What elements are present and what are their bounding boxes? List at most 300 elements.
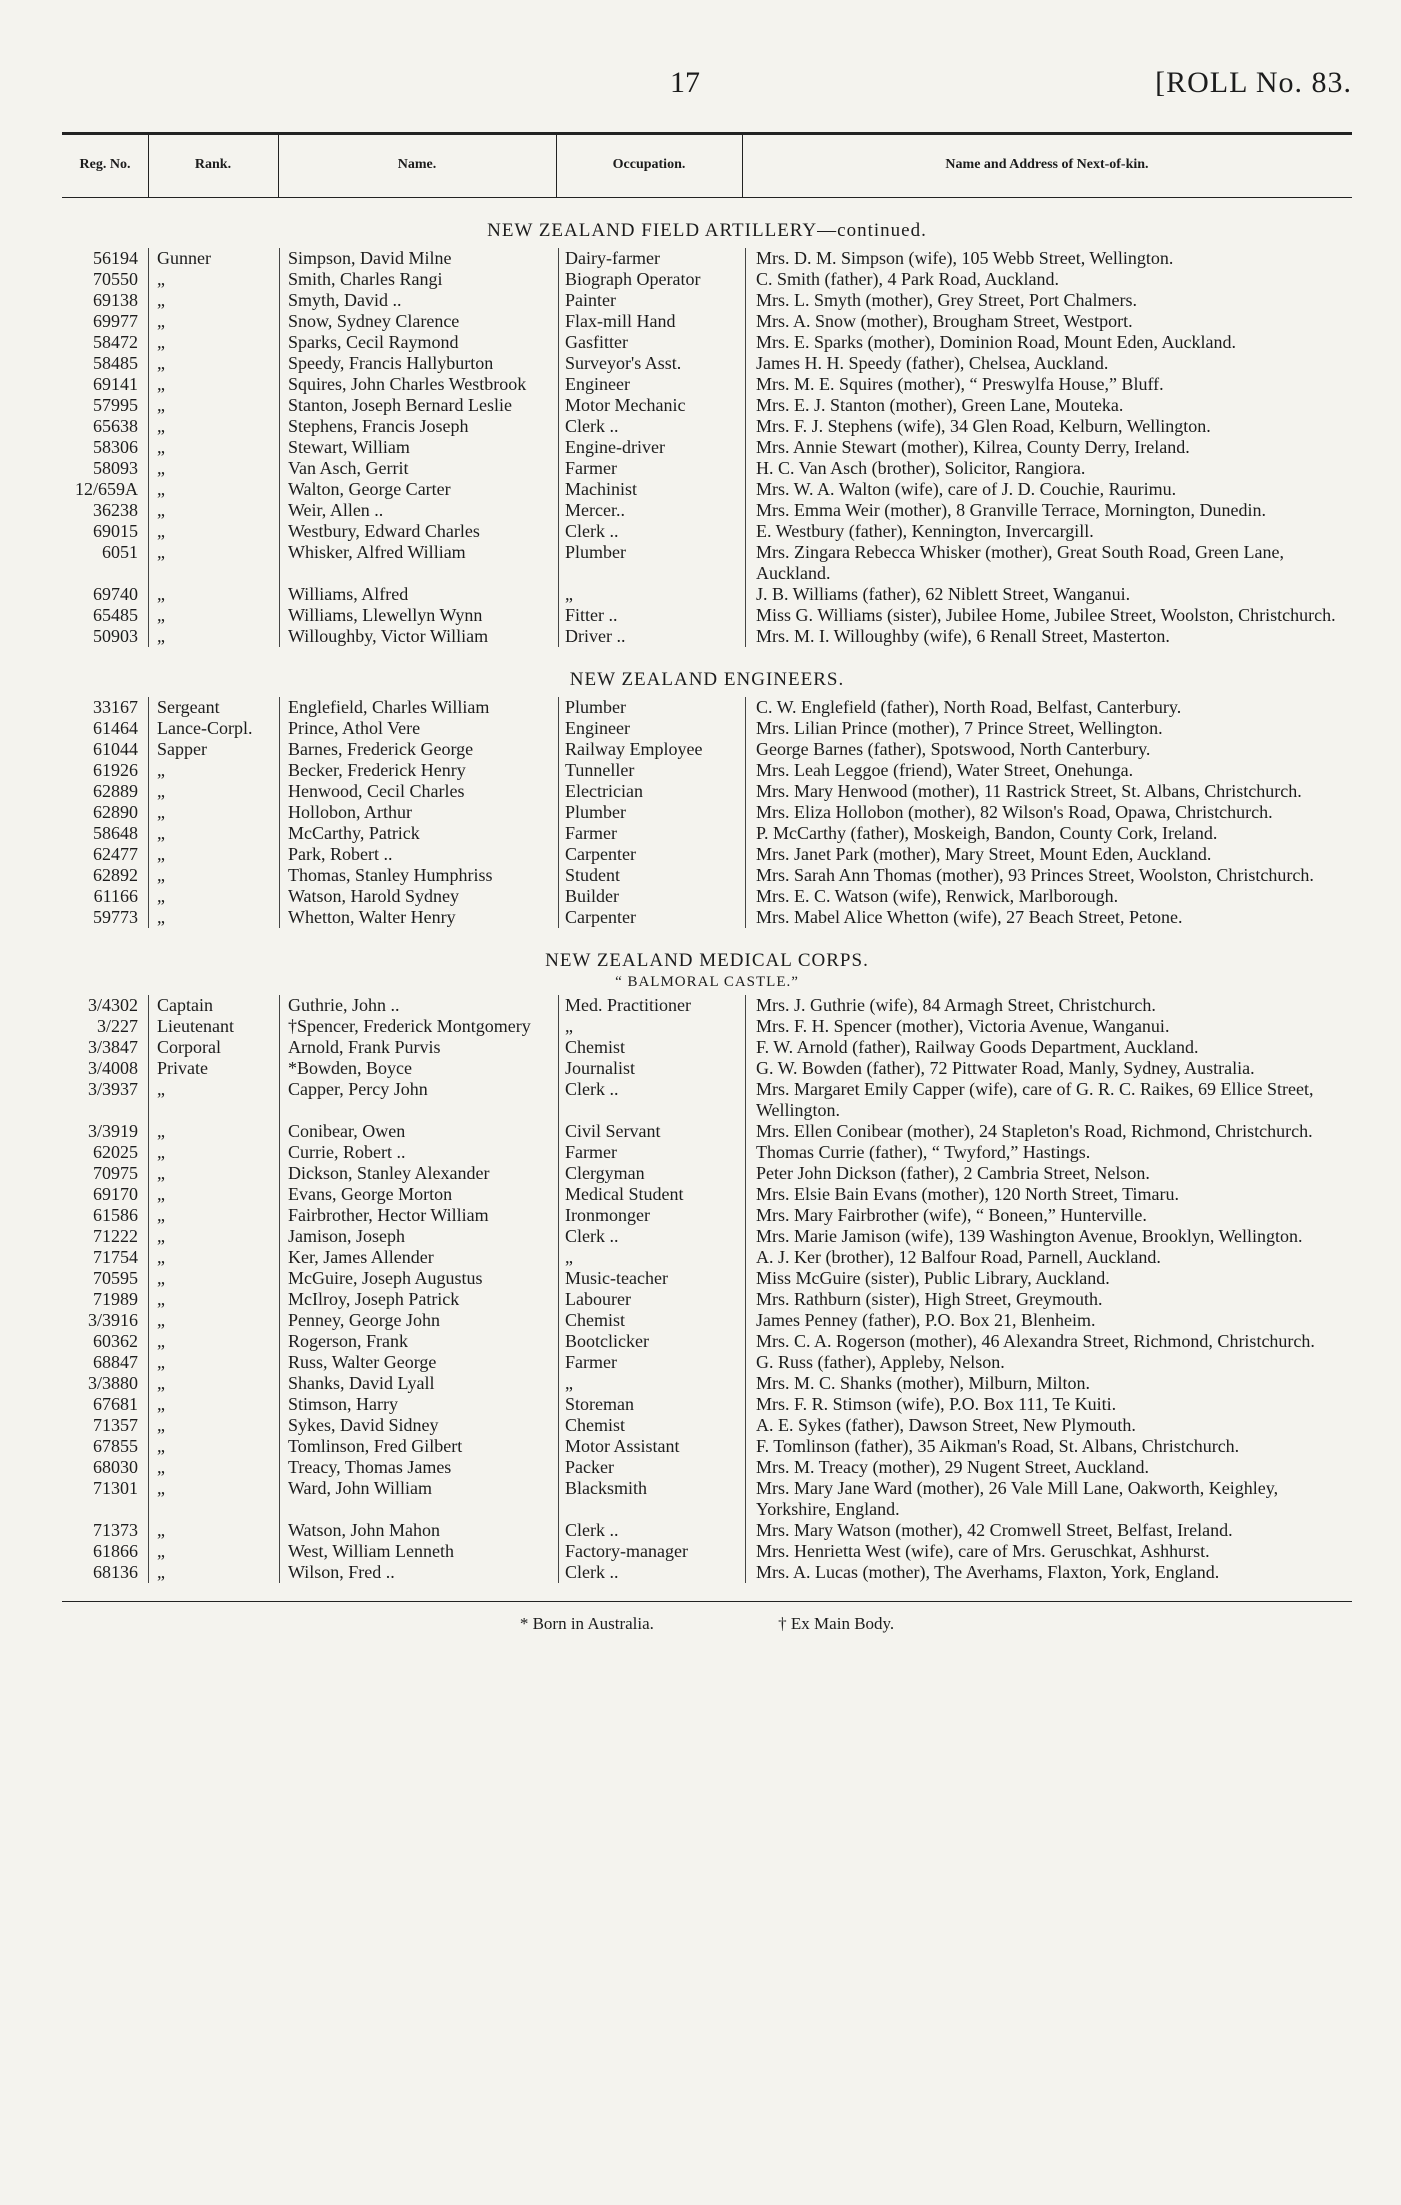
name-cell: Sykes, David Sidney <box>280 1415 559 1436</box>
rank-cell: Sergeant <box>149 697 280 718</box>
table-row <box>62 1562 1352 1583</box>
table-row <box>62 395 1352 416</box>
column-header <box>62 132 1352 198</box>
table-row <box>62 1079 1352 1121</box>
table-row <box>62 1415 1352 1436</box>
occupation-cell: Med. Practitioner <box>559 995 746 1016</box>
name-cell: Simpson, David Milne <box>280 248 559 269</box>
reg-no-cell: 57995 <box>62 395 149 416</box>
rank-cell: „ <box>149 1163 280 1184</box>
occupation-cell: Blacksmith <box>559 1478 746 1520</box>
occupation-cell: Clerk .. <box>559 416 746 437</box>
rank-cell: „ <box>149 500 280 521</box>
rank-cell: „ <box>149 374 280 395</box>
name-cell: Thomas, Stanley Humphriss <box>280 865 559 886</box>
rank-cell: „ <box>149 395 280 416</box>
reg-no-cell: 65485 <box>62 605 149 626</box>
reg-no-cell: 60362 <box>62 1331 149 1352</box>
rank-cell: „ <box>149 1268 280 1289</box>
section-title: NEW ZEALAND FIELD ARTILLERY—continued. <box>487 220 927 241</box>
name-cell: Stanton, Joseph Bernard Leslie <box>280 395 559 416</box>
reg-no-cell: 58306 <box>62 437 149 458</box>
next-of-kin-cell: James Penney (father), P.O. Box 21, Blenheim. <box>756 1310 1096 1330</box>
rank-cell: Lance-Corpl. <box>149 718 280 739</box>
reg-no-cell: 3/4008 <box>62 1058 149 1079</box>
next-of-kin-cell: C. W. Englefield (father), North Road, Belfast, Canterbury. <box>756 697 1182 717</box>
next-of-kin-cell: C. Smith (father), 4 Park Road, Auckland. <box>756 269 1059 289</box>
name-cell: Ker, James Allender <box>280 1247 559 1268</box>
table-row <box>62 269 1352 290</box>
table-row <box>62 760 1352 781</box>
name-cell: Rogerson, Frank <box>280 1331 559 1352</box>
name-cell: Becker, Frederick Henry <box>280 760 559 781</box>
occupation-cell: „ <box>559 1373 746 1394</box>
next-of-kin-cell: Miss McGuire (sister), Public Library, Auckland. <box>756 1268 1110 1288</box>
next-of-kin-cell: Mrs. Zingara Rebecca Whisker (mother), Great South Road, Green Lane, Auckland. <box>756 542 1284 583</box>
reg-no-cell: 3/3937 <box>62 1079 149 1121</box>
occupation-cell: Clerk .. <box>559 1226 746 1247</box>
name-cell: Westbury, Edward Charles <box>280 521 559 542</box>
next-of-kin-cell: Thomas Currie (father), “ Twyford,” Hastings. <box>756 1142 1091 1162</box>
rank-cell: „ <box>149 1205 280 1226</box>
occupation-cell: „ <box>559 584 746 605</box>
occupation-cell: Plumber <box>559 697 746 718</box>
reg-no-cell: 70975 <box>62 1163 149 1184</box>
rank-cell: „ <box>149 1415 280 1436</box>
name-cell: Van Asch, Gerrit <box>280 458 559 479</box>
next-of-kin-cell: Mrs. E. C. Watson (wife), Renwick, Marlborough. <box>756 886 1119 906</box>
name-cell: Guthrie, John .. <box>280 995 559 1016</box>
reg-no-cell: 61586 <box>62 1205 149 1226</box>
occupation-cell: Clerk .. <box>559 521 746 542</box>
table-row <box>62 697 1352 718</box>
occupation-cell: Chemist <box>559 1037 746 1058</box>
table-row <box>62 1478 1352 1520</box>
table-row <box>62 1226 1352 1247</box>
next-of-kin-cell: F. Tomlinson (father), 35 Aikman's Road, St. Albans, Christchurch. <box>756 1436 1240 1456</box>
name-cell: Shanks, David Lyall <box>280 1373 559 1394</box>
reg-no-cell: 61464 <box>62 718 149 739</box>
name-cell: Snow, Sydney Clarence <box>280 311 559 332</box>
page-number: 17 <box>670 66 700 99</box>
table-row <box>62 1541 1352 1562</box>
rank-cell: „ <box>149 1289 280 1310</box>
reg-no-cell: 58093 <box>62 458 149 479</box>
next-of-kin-cell: Mrs. Marie Jamison (wife), 139 Washington Avenue, Brooklyn, Wellington. <box>756 1226 1303 1246</box>
rank-cell: „ <box>149 1331 280 1352</box>
name-cell: Whisker, Alfred William <box>280 542 559 584</box>
occupation-cell: Tunneller <box>559 760 746 781</box>
reg-no-cell: 69170 <box>62 1184 149 1205</box>
occupation-cell: Clerk .. <box>559 1079 746 1121</box>
table-row <box>62 332 1352 353</box>
occupation-cell: Railway Employee <box>559 739 746 760</box>
table-row <box>62 542 1352 584</box>
reg-no-cell: 62890 <box>62 802 149 823</box>
reg-no-cell: 59773 <box>62 907 149 928</box>
table-row <box>62 718 1352 739</box>
reg-no-cell: 70595 <box>62 1268 149 1289</box>
next-of-kin-cell: Mrs. F. R. Stimson (wife), P.O. Box 111, Te Kuiti. <box>756 1394 1117 1414</box>
reg-no-cell: 68030 <box>62 1457 149 1478</box>
reg-no-cell: 56194 <box>62 248 149 269</box>
name-cell: *Bowden, Boyce <box>280 1058 559 1079</box>
reg-no-cell: 3/4302 <box>62 995 149 1016</box>
occupation-cell: Clergyman <box>559 1163 746 1184</box>
name-cell: Willoughby, Victor William <box>280 626 559 647</box>
occupation-cell: „ <box>559 1016 746 1037</box>
rank-cell: „ <box>149 269 280 290</box>
name-cell: Ward, John William <box>280 1478 559 1520</box>
rank-cell: „ <box>149 1079 280 1121</box>
next-of-kin-cell: George Barnes (father), Spotswood, North Canterbury. <box>756 739 1151 759</box>
rank-cell: „ <box>149 760 280 781</box>
rank-cell: „ <box>149 1394 280 1415</box>
rank-cell: „ <box>149 1457 280 1478</box>
rank-cell: Captain <box>149 995 280 1016</box>
next-of-kin-cell: Mrs. D. M. Simpson (wife), 105 Webb Street, Wellington. <box>756 248 1174 268</box>
next-of-kin-cell: Mrs. Margaret Emily Capper (wife), care of G. R. C. Raikes, 69 Ellice Street, Wellington. <box>756 1079 1314 1120</box>
reg-no-cell: 58472 <box>62 332 149 353</box>
rank-cell: „ <box>149 1478 280 1520</box>
next-of-kin-cell: Mrs. Mary Fairbrother (wife), “ Boneen,” Hunterville. <box>756 1205 1147 1225</box>
reg-no-cell: 71373 <box>62 1520 149 1541</box>
reg-no-cell: 69141 <box>62 374 149 395</box>
table-row <box>62 907 1352 928</box>
next-of-kin-cell: Mrs. Eliza Hollobon (mother), 82 Wilson's Road, Opawa, Christchurch. <box>756 802 1273 822</box>
reg-no-cell: 6051 <box>62 542 149 584</box>
roll-sections <box>62 220 1352 1583</box>
occupation-cell: Medical Student <box>559 1184 746 1205</box>
table-row <box>62 479 1352 500</box>
next-of-kin-cell: Mrs. F. J. Stephens (wife), 34 Glen Road, Kelburn, Wellington. <box>756 416 1211 436</box>
reg-no-cell: 71754 <box>62 1247 149 1268</box>
occupation-cell: Plumber <box>559 542 746 584</box>
reg-no-cell: 61044 <box>62 739 149 760</box>
rank-cell: „ <box>149 844 280 865</box>
reg-no-cell: 71301 <box>62 1478 149 1520</box>
rank-cell: „ <box>149 802 280 823</box>
occupation-cell: Motor Mechanic <box>559 395 746 416</box>
table-row <box>62 1373 1352 1394</box>
name-cell: Prince, Athol Vere <box>280 718 559 739</box>
name-cell: †Spencer, Frederick Montgomery <box>280 1016 559 1037</box>
occupation-cell: Driver .. <box>559 626 746 647</box>
reg-no-cell: 71357 <box>62 1415 149 1436</box>
next-of-kin-cell: Mrs. W. A. Walton (wife), care of J. D. Couchie, Raurimu. <box>756 479 1177 499</box>
reg-no-cell: 69740 <box>62 584 149 605</box>
occupation-cell: Student <box>559 865 746 886</box>
rank-cell: Lieutenant <box>149 1016 280 1037</box>
name-cell: Tomlinson, Fred Gilbert <box>280 1436 559 1457</box>
table-row <box>62 802 1352 823</box>
next-of-kin-cell: Mrs. E. Sparks (mother), Dominion Road, Mount Eden, Auckland. <box>756 332 1236 352</box>
next-of-kin-cell: Mrs. C. A. Rogerson (mother), 46 Alexandra Street, Richmond, Christchurch. <box>756 1331 1315 1351</box>
rank-cell: „ <box>149 1541 280 1562</box>
occupation-cell: Mercer.. <box>559 500 746 521</box>
occupation-cell: Storeman <box>559 1394 746 1415</box>
rank-cell: „ <box>149 1226 280 1247</box>
table-row <box>62 605 1352 626</box>
occupation-cell: Engineer <box>559 718 746 739</box>
name-cell: Weir, Allen .. <box>280 500 559 521</box>
next-of-kin-cell: Mrs. A. Snow (mother), Brougham Street, Westport. <box>756 311 1133 331</box>
rank-cell: „ <box>149 1520 280 1541</box>
rank-cell: „ <box>149 865 280 886</box>
next-of-kin-cell: Mrs. Mary Henwood (mother), 11 Rastrick Street, St. Albans, Christchurch. <box>756 781 1302 801</box>
occupation-cell: Gasfitter <box>559 332 746 353</box>
reg-no-cell: 71222 <box>62 1226 149 1247</box>
rank-cell: „ <box>149 1184 280 1205</box>
name-cell: Jamison, Joseph <box>280 1226 559 1247</box>
next-of-kin-cell: E. Westbury (father), Kennington, Invercargill. <box>756 521 1094 541</box>
page-header <box>62 66 1352 122</box>
reg-no-cell: 67855 <box>62 1436 149 1457</box>
table-row <box>62 374 1352 395</box>
rank-cell: „ <box>149 1121 280 1142</box>
next-of-kin-cell: Mrs. Rathburn (sister), High Street, Greymouth. <box>756 1289 1103 1309</box>
table-row <box>62 626 1352 647</box>
next-of-kin-cell: Mrs. Janet Park (mother), Mary Street, Mount Eden, Auckland. <box>756 844 1212 864</box>
next-of-kin-cell: Mrs. E. J. Stanton (mother), Green Lane, Mouteka. <box>756 395 1124 415</box>
rank-cell: „ <box>149 353 280 374</box>
table-row <box>62 844 1352 865</box>
table-row <box>62 1142 1352 1163</box>
name-cell: Capper, Percy John <box>280 1079 559 1121</box>
next-of-kin-cell: Mrs. Ellen Conibear (mother), 24 Stapleton's Road, Richmond, Christchurch. <box>756 1121 1313 1141</box>
occupation-cell: Clerk .. <box>559 1562 746 1583</box>
reg-no-cell: 67681 <box>62 1394 149 1415</box>
name-cell: Park, Robert .. <box>280 844 559 865</box>
occupation-cell: Dairy-farmer <box>559 248 746 269</box>
next-of-kin-cell: P. McCarthy (father), Moskeigh, Bandon, County Cork, Ireland. <box>756 823 1218 843</box>
table-row <box>62 458 1352 479</box>
next-of-kin-cell: Mrs. J. Guthrie (wife), 84 Armagh Street, Christchurch. <box>756 995 1156 1015</box>
footer-rule <box>62 1601 1352 1602</box>
next-of-kin-cell: Mrs. L. Smyth (mother), Grey Street, Port Chalmers. <box>756 290 1137 310</box>
rank-cell: „ <box>149 605 280 626</box>
name-cell: Evans, George Morton <box>280 1184 559 1205</box>
occupation-cell: Journalist <box>559 1058 746 1079</box>
next-of-kin-cell: Mrs. Sarah Ann Thomas (mother), 93 Princes Street, Woolston, Christchurch. <box>756 865 1314 885</box>
rank-cell: „ <box>149 1436 280 1457</box>
document-page <box>62 66 1352 1634</box>
name-cell: Russ, Walter George <box>280 1352 559 1373</box>
name-cell: Fairbrother, Hector William <box>280 1205 559 1226</box>
reg-no-cell: 3/3919 <box>62 1121 149 1142</box>
table-row <box>62 500 1352 521</box>
table-row <box>62 1520 1352 1541</box>
next-of-kin-cell: Mrs. Elsie Bain Evans (mother), 120 North Street, Timaru. <box>756 1184 1179 1204</box>
occupation-cell: Electrician <box>559 781 746 802</box>
next-of-kin-cell: H. C. Van Asch (brother), Solicitor, Rangiora. <box>756 458 1086 478</box>
occupation-cell: Fitter .. <box>559 605 746 626</box>
rank-cell: „ <box>149 311 280 332</box>
reg-no-cell: 58648 <box>62 823 149 844</box>
reg-no-cell: 70550 <box>62 269 149 290</box>
table-row <box>62 1121 1352 1142</box>
name-cell: Treacy, Thomas James <box>280 1457 559 1478</box>
table-row <box>62 1310 1352 1331</box>
table-row <box>62 1394 1352 1415</box>
occupation-cell: Plumber <box>559 802 746 823</box>
table-row <box>62 248 1352 269</box>
table-row <box>62 995 1352 1016</box>
table-row <box>62 353 1352 374</box>
occupation-cell: Machinist <box>559 479 746 500</box>
name-cell: Watson, Harold Sydney <box>280 886 559 907</box>
next-of-kin-cell: Mrs. Annie Stewart (mother), Kilrea, County Derry, Ireland. <box>756 437 1190 457</box>
reg-no-cell: 62025 <box>62 1142 149 1163</box>
rank-cell: „ <box>149 1352 280 1373</box>
reg-no-cell: 69015 <box>62 521 149 542</box>
occupation-cell: Labourer <box>559 1289 746 1310</box>
rank-cell: „ <box>149 1562 280 1583</box>
rank-cell: „ <box>149 416 280 437</box>
name-cell: Watson, John Mahon <box>280 1520 559 1541</box>
col-next-of-kin: Name and Address of Next-of-kin. <box>945 157 1149 172</box>
occupation-cell: Biograph Operator <box>559 269 746 290</box>
reg-no-cell: 62892 <box>62 865 149 886</box>
next-of-kin-cell: Mrs. Henrietta West (wife), care of Mrs. Geruschkat, Ashhurst. <box>756 1541 1210 1561</box>
next-of-kin-cell: Mrs. Leah Leggoe (friend), Water Street, Onehunga. <box>756 760 1134 780</box>
table-row <box>62 1058 1352 1079</box>
name-cell: Wilson, Fred .. <box>280 1562 559 1583</box>
name-cell: Currie, Robert .. <box>280 1142 559 1163</box>
name-cell: Dickson, Stanley Alexander <box>280 1163 559 1184</box>
col-name: Name. <box>397 157 437 172</box>
next-of-kin-cell: Mrs. A. Lucas (mother), The Averhams, Flaxton, York, England. <box>756 1562 1220 1582</box>
occupation-cell: Builder <box>559 886 746 907</box>
rank-cell: „ <box>149 542 280 584</box>
rank-cell: „ <box>149 521 280 542</box>
occupation-cell: Farmer <box>559 458 746 479</box>
next-of-kin-cell: Mrs. M. E. Squires (mother), “ Preswylfa House,” Bluff. <box>756 374 1164 394</box>
next-of-kin-cell: Mrs. F. H. Spencer (mother), Victoria Avenue, Wanganui. <box>756 1016 1170 1036</box>
rank-cell: „ <box>149 823 280 844</box>
reg-no-cell: 71989 <box>62 1289 149 1310</box>
reg-no-cell: 12/659A <box>62 479 149 500</box>
reg-no-cell: 68847 <box>62 1352 149 1373</box>
reg-no-cell: 69977 <box>62 311 149 332</box>
name-cell: Penney, George John <box>280 1310 559 1331</box>
footnote-main-body: † Ex Main Body. <box>778 1614 895 1633</box>
col-reg-no: Reg. No. <box>79 157 131 172</box>
next-of-kin-cell: A. E. Sykes (father), Dawson Street, New Plymouth. <box>756 1415 1136 1435</box>
rank-cell: „ <box>149 1247 280 1268</box>
table-row <box>62 823 1352 844</box>
table-row <box>62 584 1352 605</box>
next-of-kin-cell: Peter John Dickson (father), 2 Cambria Street, Nelson. <box>756 1163 1150 1183</box>
occupation-cell: Music-teacher <box>559 1268 746 1289</box>
rank-cell: „ <box>149 290 280 311</box>
name-cell: Englefield, Charles William <box>280 697 559 718</box>
occupation-cell: Motor Assistant <box>559 1436 746 1457</box>
next-of-kin-cell: J. B. Williams (father), 62 Niblett Street, Wanganui. <box>756 584 1131 604</box>
table-row <box>62 1247 1352 1268</box>
reg-no-cell: 69138 <box>62 290 149 311</box>
next-of-kin-cell: A. J. Ker (brother), 12 Balfour Road, Parnell, Auckland. <box>756 1247 1161 1267</box>
name-cell: Williams, Alfred <box>280 584 559 605</box>
reg-no-cell: 62477 <box>62 844 149 865</box>
occupation-cell: Chemist <box>559 1310 746 1331</box>
rank-cell: „ <box>149 886 280 907</box>
reg-no-cell: 3/227 <box>62 1016 149 1037</box>
reg-no-cell: 3/3847 <box>62 1037 149 1058</box>
table-row <box>62 739 1352 760</box>
name-cell: Smith, Charles Rangi <box>280 269 559 290</box>
table-row <box>62 1037 1352 1058</box>
reg-no-cell: 36238 <box>62 500 149 521</box>
table-row <box>62 781 1352 802</box>
reg-no-cell: 68136 <box>62 1562 149 1583</box>
name-cell: Conibear, Owen <box>280 1121 559 1142</box>
table-row <box>62 1457 1352 1478</box>
name-cell: Whetton, Walter Henry <box>280 907 559 928</box>
occupation-cell: Carpenter <box>559 907 746 928</box>
occupation-cell: Chemist <box>559 1415 746 1436</box>
table-row <box>62 886 1352 907</box>
reg-no-cell: 61866 <box>62 1541 149 1562</box>
table-row <box>62 1436 1352 1457</box>
occupation-cell: Engine-driver <box>559 437 746 458</box>
occupation-cell: Bootclicker <box>559 1331 746 1352</box>
rank-cell: „ <box>149 584 280 605</box>
table-row <box>62 1268 1352 1289</box>
roll-number: [ROLL No. 83. <box>1155 66 1352 99</box>
reg-no-cell: 61926 <box>62 760 149 781</box>
name-cell: Smyth, David .. <box>280 290 559 311</box>
col-occupation: Occupation. <box>612 157 686 172</box>
table-row <box>62 1184 1352 1205</box>
section-title: NEW ZEALAND MEDICAL CORPS. <box>545 950 869 971</box>
name-cell: Barnes, Frederick George <box>280 739 559 760</box>
next-of-kin-cell: Mrs. Mary Watson (mother), 42 Cromwell Street, Belfast, Ireland. <box>756 1520 1233 1540</box>
reg-no-cell: 62889 <box>62 781 149 802</box>
rank-cell: „ <box>149 781 280 802</box>
table-row <box>62 1352 1352 1373</box>
rank-cell: Gunner <box>149 248 280 269</box>
name-cell: Sparks, Cecil Raymond <box>280 332 559 353</box>
table-row <box>62 521 1352 542</box>
name-cell: Hollobon, Arthur <box>280 802 559 823</box>
next-of-kin-cell: Mrs. Mabel Alice Whetton (wife), 27 Beach Street, Petone. <box>756 907 1183 927</box>
name-cell: Williams, Llewellyn Wynn <box>280 605 559 626</box>
next-of-kin-cell: G. W. Bowden (father), 72 Pittwater Road, Manly, Sydney, Australia. <box>756 1058 1255 1078</box>
name-cell: Stimson, Harry <box>280 1394 559 1415</box>
rank-cell: „ <box>149 458 280 479</box>
table-row <box>62 1016 1352 1037</box>
name-cell: McGuire, Joseph Augustus <box>280 1268 559 1289</box>
occupation-cell: „ <box>559 1247 746 1268</box>
occupation-cell: Flax-mill Hand <box>559 311 746 332</box>
rank-cell: „ <box>149 626 280 647</box>
rank-cell: „ <box>149 437 280 458</box>
table-row <box>62 437 1352 458</box>
rank-cell: „ <box>149 1142 280 1163</box>
rank-cell: Private <box>149 1058 280 1079</box>
rank-cell: „ <box>149 479 280 500</box>
next-of-kin-cell: James H. H. Speedy (father), Chelsea, Auckland. <box>756 353 1109 373</box>
reg-no-cell: 3/3916 <box>62 1310 149 1331</box>
section-subtitle: “ BALMORAL CASTLE.” <box>615 974 799 990</box>
next-of-kin-cell: Mrs. M. Treacy (mother), 29 Nugent Street, Auckland. <box>756 1457 1149 1477</box>
name-cell: Stewart, William <box>280 437 559 458</box>
rank-cell: „ <box>149 1310 280 1331</box>
table-row <box>62 1205 1352 1226</box>
reg-no-cell: 58485 <box>62 353 149 374</box>
col-rank: Rank. <box>194 157 232 172</box>
